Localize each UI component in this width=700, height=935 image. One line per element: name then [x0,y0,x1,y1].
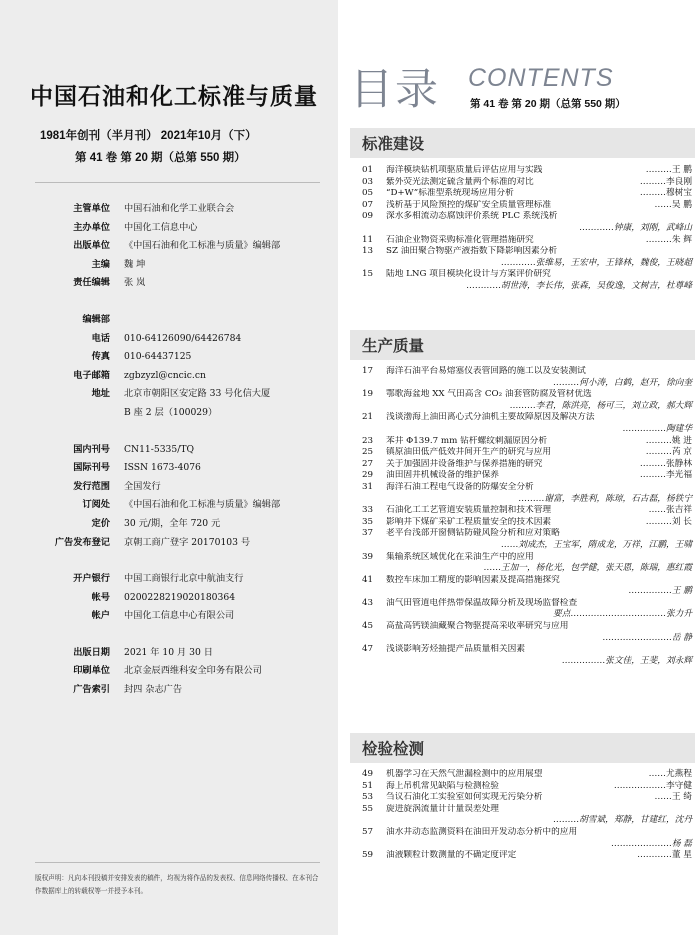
article-title: 海洋石油工程电气设备的防爆安全分析 [386,481,534,492]
info-row [30,237,330,256]
article-title: 海上吊机常见缺陷与检测检验 [386,780,499,791]
toc-item[interactable] [362,211,692,223]
journal-title: 中国石油和化工标准与质量 [30,83,318,110]
masthead-panel [0,0,338,935]
page-number: 55 [362,803,374,814]
publication-info [30,200,330,700]
info-value: 中国化工信息中心有限公司 [124,610,235,622]
article-title: SZ 油田聚合物驱产液指数下降影响因素分析 [386,246,558,257]
page-number: 23 [362,435,374,446]
section-header [350,330,695,360]
info-key: 主编 [91,258,110,270]
toc-item[interactable] [362,165,692,177]
article-author: ……王 绮 [654,792,692,803]
info-key: 出版单位 [73,240,110,252]
info-value: 010-64437125 [124,351,192,363]
page-number: 47 [362,644,374,655]
info-value: 魏 坤 [124,258,146,270]
info-key: 责任编辑 [73,277,110,289]
article-author: …………董 星 [637,850,692,861]
info-value: 0200228219020180364 [124,591,236,603]
info-key: 广告发布登记 [54,536,110,548]
toc-item[interactable] [362,412,692,424]
toc-list [362,366,692,667]
toc-authors: ……………陶建华 [622,423,692,434]
page-number: 17 [362,366,374,376]
info-value: CN11-5335/TQ [124,443,195,455]
info-key: 传真 [91,351,110,363]
toc-item[interactable] [362,200,692,212]
info-row [30,552,330,570]
toc-item[interactable] [362,269,692,281]
toc-item[interactable] [362,447,692,459]
info-value: 北京金辰西维科安全印务有限公司 [124,665,262,677]
section-header [350,733,695,763]
toc-item[interactable] [362,470,692,482]
toc-authors: ……………………岳 静 [602,632,692,643]
toc-item[interactable] [362,459,692,471]
article-title: 浅析基于风险预控的煤矿安全质量管理标准 [386,199,552,210]
info-row [30,385,330,404]
info-row [30,256,330,275]
info-value: 010-64126090/64426784 [124,332,242,344]
toc-authors: ……刘成杰，王宝军，隋成龙，万祥，江鹏，王啸 [500,539,692,550]
toc-item[interactable] [362,644,692,656]
info-row [30,293,330,311]
info-key: 定价 [91,517,110,529]
toc-authors: 要点……………………………张力升 [553,609,692,620]
info-value: 封四 杂志广告 [124,684,183,696]
info-value: 30 元/期，全年 720 元 [124,517,221,529]
info-row [30,534,330,553]
section-header [350,128,695,158]
page-number: 31 [362,481,374,492]
info-value: 中国化工信息中心 [124,221,198,233]
info-key: 编辑部 [82,313,110,325]
toc-authors: ………胡雪斌，郑静，甘建红，沈丹 [553,815,692,826]
toc-item[interactable] [362,235,692,247]
toc-item[interactable] [362,177,692,189]
page-number: 01 [362,165,374,175]
article-title: 浅谈渤海上油田离心式分油机主要故障原因及解决方法 [386,412,595,423]
divider [35,862,320,863]
toc-item[interactable] [362,528,692,540]
page-number: 59 [362,850,374,861]
article-title: 关于加强固井设备维护与保养措施的研究 [386,458,543,469]
article-title: 老平台浅部开窗侧钻防碰风险分析和应对策略 [386,528,560,539]
info-row [30,274,330,293]
article-title: 陆地 LNG 项目模块化设计与方案评价研究 [386,269,551,280]
info-key: 帐户 [91,610,110,622]
info-key: 订阅处 [82,499,110,511]
article-author: ………李良刚 [639,176,692,187]
info-key: 地址 [91,388,110,400]
info-row [30,496,330,515]
toc-item[interactable] [362,804,692,816]
article-title: 数控车床加工精度的影响因素及提高措施探究 [386,574,560,585]
article-author: ………张静林 [639,458,692,469]
page-number: 25 [362,447,374,458]
article-title: 旋进旋涡流量计计量误差处理 [386,803,499,814]
info-value: 中国工商银行北京中航油支行 [124,573,244,585]
page-number: 43 [362,597,374,608]
toc-item[interactable] [362,517,692,529]
contents-label: CONTENTS [468,64,614,92]
page-number: 15 [362,269,374,280]
article-title: 海洋模块钻机项驱质量后评估应用与实践 [386,165,543,175]
article-title: 刍议石油化工实验室如何实现无污染分析 [386,792,543,803]
article-title: 油液颗粒计数测量的不确定度评定 [386,850,517,861]
toc-item[interactable] [362,188,692,200]
article-author: ………朱 辉 [645,234,692,245]
toc-list [362,769,692,862]
info-row [30,515,330,534]
article-author: ………………李守健 [613,780,692,791]
info-key: 发行范围 [73,480,110,492]
article-author: ……尤燕程 [648,769,692,779]
toc-item[interactable] [362,850,692,862]
toc-item[interactable] [362,246,692,258]
article-author: ………李光福 [639,470,692,481]
toc-item[interactable] [362,436,692,448]
info-row [30,423,330,441]
info-value: 中国石油和化学工业联合会 [124,203,235,214]
article-title: 深水多相流动态腐蚀评价系统 PLC 系统浅析 [386,211,558,222]
info-value: ISSN 1673-4076 [124,462,201,474]
toc-authors: ………谢富，李胜利，陈琼，石古磊，杨铁宁 [518,493,692,504]
info-value: 张 岚 [124,277,146,289]
toc-item[interactable] [362,366,692,378]
section-title: 标准建设 [362,135,425,153]
article-author: ……吴 鹏 [654,199,692,210]
article-author: ……张吉祥 [648,505,692,516]
info-row [30,404,330,423]
page-number: 33 [362,505,374,516]
info-row [30,441,330,460]
copyright-notice: 版权声明：凡向本刊投稿并安排发表的稿件，均视为将作品的发表权、信息网络传播权、在本刊合作数据库上的转载权等一并授予本刊。 [35,874,319,895]
toc-item[interactable] [362,781,692,793]
article-author: ………芮 京 [645,447,692,458]
info-key: 主办单位 [73,221,110,233]
page-number: 45 [362,621,374,632]
page-number: 49 [362,769,374,779]
page-number: 27 [362,458,374,469]
article-author: ………王 鹏 [645,165,692,175]
page-number: 09 [362,211,374,222]
toc-title: 目录 [350,65,440,115]
article-author: ………刘 长 [645,516,692,527]
toc-item[interactable] [362,505,692,517]
info-row [30,311,330,330]
divider [35,182,320,183]
page-number: 13 [362,246,374,257]
page-number: 57 [362,826,374,837]
info-row [30,478,330,497]
toc-authors: …………钟康，刘刚，武峰山 [579,222,692,233]
article-title: 镇原油田低产低效井间开生产的研究与应用 [386,447,552,458]
toc-authors: ……………王 鹏 [628,586,692,597]
info-value: B 座 2 层（100029） [124,406,218,418]
info-value: 全国发行 [124,480,161,492]
info-row [30,219,330,238]
page-number: 41 [362,574,374,585]
founded-line: 1981年创刊（半月刊） 2021年10月（下） [40,130,257,142]
article-title: 影响井下煤矿采矿工程质量安全的技术因素 [386,516,552,527]
toc-authors: ………何小涛，白鹤，赵开，徐向奎 [553,377,692,388]
toc-list [362,165,692,293]
info-row [30,589,330,608]
toc-item[interactable] [362,598,692,610]
info-row [30,570,330,589]
toc-item[interactable] [362,552,692,564]
info-value: zgbzyzl@cncic.cn [124,369,206,381]
article-title: 苯井 Φ139.7 mm 钻杆螺纹刺漏原因分析 [386,435,548,446]
info-row [30,681,330,700]
article-title: 机器学习在天然气泄漏检测中的应用展望 [386,769,543,779]
article-title: 石油企业物资采购标准化管理措施研究 [386,234,534,245]
toc-item[interactable] [362,792,692,804]
article-title: 油气田管道电伴热带保温故障分析及现场监督检查 [386,597,578,608]
toc-authors: …………张维易，王宏申，王锋林，魏俊，王晓超 [500,257,692,268]
article-title: 油田固井机械设备的维护保养 [386,470,499,481]
info-key: 国际刊号 [73,462,110,474]
info-key: 广告索引 [73,684,110,696]
toc-item[interactable] [362,827,692,839]
info-key: 电话 [91,332,110,344]
page-number: 35 [362,516,374,527]
article-title: 高盐高钙镁油藏聚合物驱提高采收率研究与应用 [386,621,569,632]
info-value: 京朝工商广登字 20170103 号 [124,536,251,548]
info-key: 国内刊号 [73,443,110,455]
info-row [30,626,330,644]
page-number: 03 [362,176,374,187]
info-row [30,607,330,626]
article-author: ………穆树宝 [639,188,692,199]
toc-item[interactable] [362,389,692,401]
info-row [30,459,330,478]
info-row [30,367,330,386]
toc-authors: …………………杨 磊 [611,838,692,849]
info-key: 印刷单位 [73,665,110,677]
section-title: 生产质量 [362,337,425,355]
toc-authors: …………胡世涛，李长伟，张森，吴俊逸，文树吉，杜尊峰 [466,280,692,291]
page-number: 19 [362,389,374,400]
info-value: 《中国石油和化工标准与质量》编辑部 [124,499,281,511]
info-key: 出版日期 [73,646,110,658]
article-title: “D+W”标准型系统现场应用分析 [386,188,514,199]
page-number: 53 [362,792,374,803]
info-key: 主管单位 [73,203,110,214]
article-title: 海洋石油平台易熔塞仪表管回路的施工以及安装测试 [386,366,586,376]
page-number: 29 [362,470,374,481]
page-number: 51 [362,780,374,791]
article-title: 鄂歌海盆地 XX 气田高含 CO₂ 油套管防腐及管材优选 [386,389,592,400]
toc-item[interactable] [362,769,692,781]
issue-line: 第 41 卷 第 20 期（总第 550 期） [470,98,626,110]
article-title: 油水井动态监测资料在油田开发动态分析中的应用 [386,826,578,837]
volume-line: 第 41 卷 第 20 期（总第 550 期） [75,152,246,164]
page-number: 11 [362,234,374,245]
page-number: 21 [362,412,374,423]
info-key: 开户银行 [73,573,110,585]
article-title: 集输系统区域优化在采油生产中的应用 [386,551,534,562]
page-number: 05 [362,188,374,199]
article-author: ………姚 进 [645,435,692,446]
article-title: 紫外荧光法测定硫含量两个标准的对比 [386,176,534,187]
toc-item[interactable] [362,482,692,494]
info-value: 《中国石油和化工标准与质量》编辑部 [124,240,281,252]
section-title: 检验检测 [362,740,425,758]
info-row [30,348,330,367]
toc-authors: ……王加一，杨化光，包学健，张天恩，陈瑞，惠红霞 [483,563,692,574]
info-key: 帐号 [91,591,110,603]
toc-authors: ……………张文佳，王斐，刘永辉 [561,655,692,666]
page-number: 37 [362,528,374,539]
info-key: 电子邮箱 [73,369,110,381]
info-row [30,644,330,663]
toc-item[interactable] [362,621,692,633]
info-row [30,662,330,681]
page-number: 39 [362,551,374,562]
info-row [30,330,330,349]
article-title: 浅谈影响芳烃抽提产品质量相关因素 [386,644,525,655]
page-number: 07 [362,199,374,210]
info-row [30,200,330,219]
article-title: 石油化工工艺管道安装质量控制和技术管理 [386,505,552,516]
toc-item[interactable] [362,575,692,587]
info-value: 北京市朝阳区安定路 33 号化信大厦 [124,388,271,400]
toc-authors: ………李君，陈洪亮，杨可三，刘立政，郝大辉 [509,400,692,411]
info-value: 2021 年 10 月 30 日 [124,646,213,658]
